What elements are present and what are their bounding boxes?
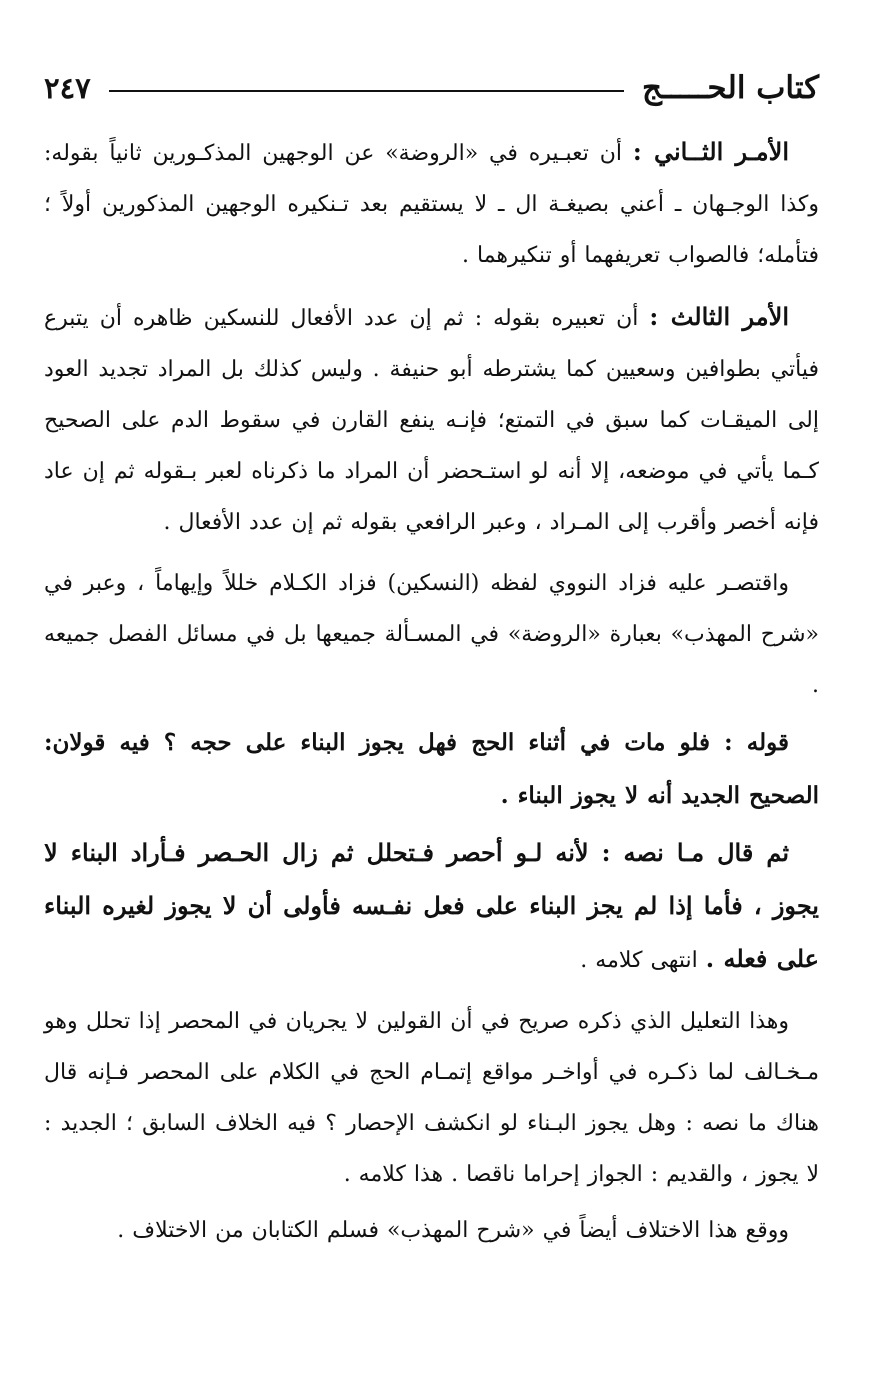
paragraph-quotation: [44, 827, 819, 986]
paragraph-spacer: [44, 986, 819, 996]
running-header: [44, 62, 819, 114]
paragraph-second-matter: [44, 126, 819, 281]
chapter-title: كتاب الحـــــج: [641, 70, 819, 106]
paragraph-lead: الأمر الثالث :: [649, 302, 789, 331]
paragraph-spacer: [44, 548, 819, 558]
paragraph-analysis: وهذا التعليل الذي ذكره صريح في أن القولين لا يجريان في المحصر إذا تحلل وهو مـخـالف لما ذكـره في أواخـر مواقع إتمـام الحج في الكلام على المحصر فـإنه قال هناك ما نصه : وهل يجوز البـناء لو انكشف الإحصار ؟ فيه الخلاف السابق ؛ الجديد : لا يجوز ، والقديم : الجواز إحراما ناقصا . هذا كلامه .: [44, 1009, 819, 1187]
quoted-text-block: قوله : فلو مات في أثناء الحج فهل يجوز البناء على حجه ؟ فيه قولان: الصحيح الجديد أنه لا يجوز البناء .: [44, 729, 819, 809]
page-number: ٢٤٧: [44, 71, 91, 105]
paragraph-lead: ثم قال مـا نصه :: [601, 838, 789, 867]
paragraph-third-matter: [44, 291, 819, 548]
quoted-text: لأنه لـو أحصر فـتحلل ثم زال الحـصر فـأراد البناء لا يجوز ، فأما إذا لم يجز البناء على فعل نفـسه فأولى أن لا يجوز لغيره البناء على فعله .: [44, 838, 819, 973]
paragraph-final: ووقع هذا الاختلاف أيضاً في «شرح المهذب» فسلم الكتابان من الاختلاف .: [117, 1218, 789, 1243]
paragraph-lead: الأمـر الثــاني :: [632, 137, 789, 166]
paragraph-text: أن تعبـيره في «الروضة» عن الوجهين المذكـورين ثانياً بقوله: وكذا الوجـهان ـ أعني بصيغـة ال ـ لا يستقيم بعد تـنكيره الوجهين المذكورين أولاً ؛ فتأمله؛ فالصواب تعريفهما أو تنكيرهما .: [44, 141, 819, 268]
paragraph-text: أن تعبيره بقوله : ثم إن عدد الأفعال للنسكين ظاهره أن يتبرع فيأتي بطوافين وسعيين كما يشترطه أبو حنيفة . وليس كذلك بل المراد تجديد العود إلى الميقـات كما سبق في التمتع؛ فإنـه ينفع القارن في سقوط الدم على الصحيح كـما يأتي في موضعه، إلا أنه لو استـحضر أن المراد ما ذكرناه لعبر بـقوله ثم إن عاد فإنه أخصر وأقرب إلى المـراد ، وعبر الرافعي بقوله ثم إن عدد الأفعال .: [44, 306, 820, 535]
header-rule: [109, 90, 624, 92]
paragraph-spacer: [44, 281, 819, 291]
book-page: [44, 62, 819, 1352]
paragraph-commentary: واقتصـر عليه فزاد النووي لفظه (النسكين) فزاد الكـلام خللاً وإيهاماً ، وعبر في «شرح المهذب» بعبارة «الروضة» في المسـألة جميعها بل في مسائل الفصل جميعه .: [44, 571, 819, 698]
paragraph-text: انتهى كلامه .: [580, 948, 706, 973]
